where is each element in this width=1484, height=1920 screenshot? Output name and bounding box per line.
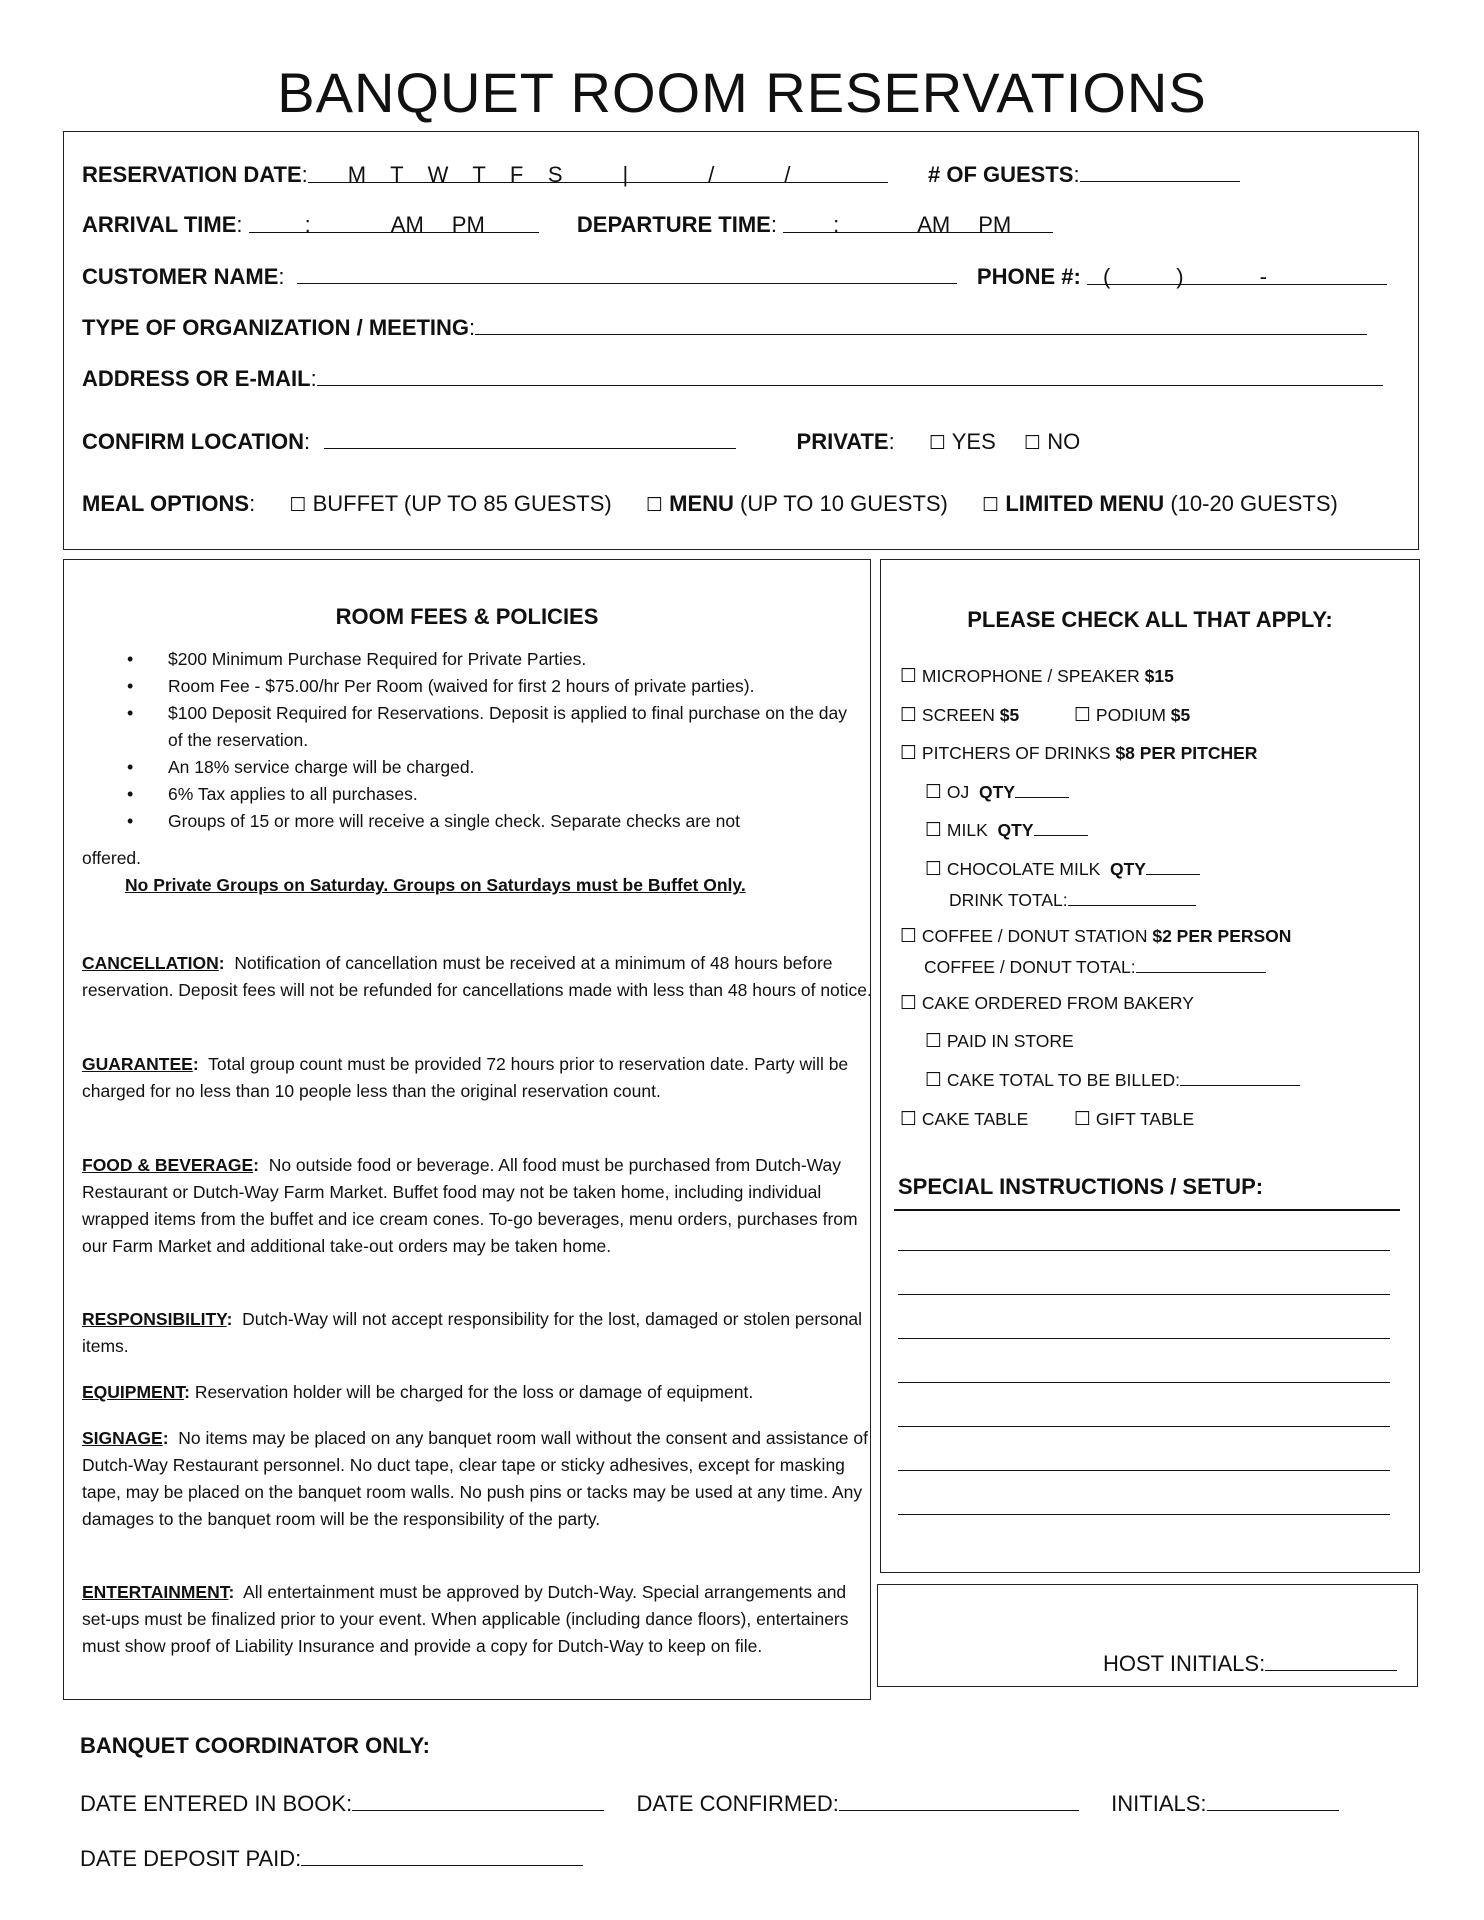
policy-cancellation: CANCELLATION: Notification of cancellation must be received at a minimum of 48 hours before reservation. Deposit fees will not be refunded for cancellations made with less than 48 hours of notice. bbox=[82, 953, 872, 1000]
address-field[interactable] bbox=[317, 363, 1383, 386]
checkbox[interactable]: ☐ bbox=[1074, 1108, 1092, 1130]
instruction-line[interactable] bbox=[898, 1382, 1390, 1383]
policy-text: Total group count must be provided 72 hours prior to reservation date. Party will be charged for no less than 10 people less than the original reservation count. bbox=[82, 1054, 849, 1101]
private-label: PRIVATE bbox=[796, 429, 889, 454]
instruction-line[interactable] bbox=[898, 1338, 1390, 1339]
option-label: MILK bbox=[946, 820, 988, 840]
fee-offered: offered. bbox=[82, 848, 142, 868]
option-price: $2 PER PERSON bbox=[1152, 926, 1292, 946]
option-label: PODIUM bbox=[1095, 705, 1166, 725]
policy-text: Dutch-Way will not accept responsibility for the lost, damaged or stolen personal items. bbox=[82, 1309, 863, 1356]
reservation-date-label: RESERVATION DATE bbox=[82, 162, 302, 187]
option-label: PAID IN STORE bbox=[946, 1031, 1074, 1051]
arrival-am: AM bbox=[390, 212, 424, 237]
menu-detail: (UP TO 10 GUESTS) bbox=[740, 491, 948, 516]
guests-label: # OF GUESTS bbox=[928, 162, 1074, 187]
option-label: PITCHERS OF DRINKS bbox=[921, 743, 1111, 763]
organization-row bbox=[82, 312, 1367, 343]
fee-item: • An 18% service charge will be charged. bbox=[82, 754, 862, 781]
options-title: PLEASE CHECK ALL THAT APPLY: bbox=[967, 607, 1333, 632]
date-slash-1: / bbox=[708, 162, 715, 187]
checkbox[interactable]: ☐ bbox=[900, 704, 918, 726]
policy-guarantee: GUARANTEE: Total group count must be provided 72 hours prior to reservation date. Party will be charged for no less than 10 people less than the original reservation count. bbox=[82, 1054, 849, 1101]
initials-label: INITIALS: bbox=[1111, 1791, 1207, 1816]
customer-name-label: CUSTOMER NAME bbox=[82, 264, 279, 289]
organization-field[interactable] bbox=[475, 312, 1367, 335]
qty-label: QTY bbox=[979, 782, 1016, 802]
opt-coffee[interactable] bbox=[900, 924, 1291, 948]
choc-milk-qty-field[interactable] bbox=[1146, 858, 1200, 875]
instruction-line[interactable] bbox=[898, 1294, 1390, 1295]
policy-text: No items may be placed on any banquet room wall without the consent and assistance of Dutch-Way Restaurant personnel. No duct tape, clear tape or sticky adhesives, except for masking tape, may be placed on the banquet room walls. No push pins or tacks may be used at any time. Any damages to the banquet room will be the responsibility of the party. bbox=[82, 1428, 868, 1529]
option-label: MICROPHONE / SPEAKER bbox=[921, 666, 1140, 686]
colon: : bbox=[304, 429, 311, 454]
option-price: $15 bbox=[1144, 666, 1174, 686]
phone-paren-open: ( bbox=[1102, 264, 1111, 289]
reservation-date-row bbox=[82, 159, 1240, 190]
fee-item: • Groups of 15 or more will receive a single check. Separate checks are not bbox=[82, 808, 862, 835]
qty-label: QTY bbox=[997, 820, 1034, 840]
coordinator-row-1 bbox=[80, 1788, 1339, 1817]
private-yes-checkbox[interactable]: ☐ bbox=[928, 432, 947, 454]
initials-field[interactable] bbox=[1207, 1788, 1339, 1811]
policy-text: No outside food or beverage. All food must be purchased from Dutch-Way Restaurant or Dutch-Way Farm Market. Buffet food may not be taken home, including individual wrapped items from the buffet and ice cream cones. To-go beverages, menu orders, purchases from our Farm Market and additional take-out orders may be taken home. bbox=[82, 1155, 858, 1256]
opt-cake-table[interactable] bbox=[900, 1107, 1028, 1131]
departure-pm: PM bbox=[978, 212, 1012, 237]
drink-total-label: DRINK TOTAL: bbox=[949, 890, 1068, 910]
time-colon: : bbox=[833, 212, 840, 237]
phone-dash: - bbox=[1259, 264, 1267, 289]
option-label: CAKE TABLE bbox=[921, 1109, 1029, 1129]
limited-menu-label: LIMITED MENU bbox=[1005, 491, 1165, 516]
weekday-letters: M T W T F S bbox=[347, 162, 563, 187]
address-row bbox=[82, 363, 1383, 394]
coffee-total-label: COFFEE / DONUT TOTAL: bbox=[924, 957, 1136, 977]
option-price: $5 bbox=[999, 705, 1020, 725]
page-title: BANQUET ROOM RESERVATIONS bbox=[277, 61, 1207, 124]
instruction-line[interactable] bbox=[898, 1250, 1390, 1251]
checkbox[interactable]: ☐ bbox=[925, 819, 943, 841]
policy-heading: CANCELLATION bbox=[82, 953, 219, 973]
checkbox[interactable]: ☐ bbox=[1074, 704, 1092, 726]
drink-total-field[interactable] bbox=[1068, 889, 1196, 906]
policy-heading: RESPONSIBILITY bbox=[82, 1309, 227, 1329]
date-entered-label: DATE ENTERED IN BOOK: bbox=[80, 1791, 353, 1816]
policy-food-beverage: FOOD & BEVERAGE: No outside food or beverage. All food must be purchased from Dutch-Way Restaurant or Dutch-Way Farm Market. Buffet food may not be taken home, including individual wrapped items from the buffet and ice cream cones. To-go beverages, menu orders, purchases from our Farm Market and additional take-out orders may be taken home. bbox=[82, 1155, 858, 1256]
checkbox[interactable]: ☐ bbox=[925, 1030, 943, 1052]
policy-signage: SIGNAGE: No items may be placed on any banquet room wall without the consent and assistance of Dutch-Way Restaurant personnel. No duct tape, clear tape or sticky adhesives, except for masking tape, may be placed on the banquet room walls. No push pins or tacks may be used at any time. Any damages to the banquet room will be the responsibility of the party. bbox=[82, 1428, 868, 1529]
customer-row bbox=[82, 261, 1387, 292]
date-deposit-label: DATE DEPOSIT PAID: bbox=[80, 1846, 302, 1871]
special-instructions-title: SPECIAL INSTRUCTIONS / SETUP: bbox=[898, 1174, 1264, 1199]
guests-field[interactable] bbox=[1080, 159, 1240, 182]
option-label: OJ bbox=[946, 782, 970, 802]
opt-chocolate-milk[interactable] bbox=[925, 857, 1200, 881]
instruction-line[interactable] bbox=[898, 1514, 1390, 1515]
policy-heading: ENTERTAINMENT bbox=[82, 1582, 229, 1602]
drink-total bbox=[949, 888, 1196, 912]
meal-options-row bbox=[82, 489, 1338, 520]
colon: : bbox=[301, 162, 308, 187]
opt-pitchers[interactable] bbox=[900, 741, 1257, 765]
customer-name-field[interactable] bbox=[297, 261, 957, 284]
coordinator-title: BANQUET COORDINATOR ONLY: bbox=[80, 1733, 430, 1758]
fee-item: • $100 Deposit Required for Reservations. Deposit is applied to final purchase on the day of the reservation. bbox=[82, 700, 862, 754]
option-label: GIFT TABLE bbox=[1095, 1109, 1195, 1129]
instruction-line[interactable] bbox=[898, 1470, 1390, 1471]
limited-menu-checkbox[interactable]: ☐ bbox=[982, 494, 1000, 516]
arrival-time-field[interactable] bbox=[249, 210, 539, 237]
date-slash-2: / bbox=[784, 162, 791, 187]
checkbox[interactable]: ☐ bbox=[925, 1069, 943, 1091]
address-label: ADDRESS OR E-MAIL bbox=[82, 366, 311, 391]
policy-text: Reservation holder will be charged for the loss or damage of equipment. bbox=[194, 1382, 754, 1402]
policy-text: Notification of cancellation must be received at a minimum of 48 hours before reservation. Deposit fees will not be refunded for cancellations made with less than 48 hours of notice. bbox=[82, 953, 872, 1000]
option-label: SCREEN bbox=[921, 705, 995, 725]
departure-time-label: DEPARTURE TIME bbox=[576, 212, 771, 237]
checkbox[interactable]: ☐ bbox=[925, 781, 943, 803]
oj-qty-field[interactable] bbox=[1015, 781, 1069, 798]
checkbox[interactable]: ☐ bbox=[900, 1108, 918, 1130]
departure-am: AM bbox=[917, 212, 951, 237]
date-deposit-field[interactable] bbox=[301, 1843, 583, 1866]
opt-cake[interactable] bbox=[900, 991, 1194, 1015]
date-confirmed-label: DATE CONFIRMED: bbox=[636, 1791, 839, 1816]
phone-label: PHONE #: bbox=[976, 264, 1081, 289]
checkbox[interactable]: ☐ bbox=[925, 858, 943, 880]
option-price: $8 PER PITCHER bbox=[1115, 743, 1258, 763]
phone-paren-close: ) bbox=[1176, 264, 1184, 289]
opt-milk[interactable] bbox=[925, 818, 1088, 842]
milk-qty-field[interactable] bbox=[1034, 819, 1088, 836]
fee-item: • Room Fee - $75.00/hr Per Room (waived for first 2 hours of private parties). bbox=[82, 673, 862, 700]
date-separator: | bbox=[622, 162, 629, 187]
reservation-date-field[interactable] bbox=[308, 160, 888, 187]
special-instructions-rule bbox=[894, 1209, 1400, 1211]
instruction-line[interactable] bbox=[898, 1426, 1390, 1427]
opt-paid-in-store[interactable] bbox=[925, 1029, 1074, 1053]
fee-item: • 6% Tax applies to all purchases. bbox=[82, 781, 862, 808]
saturday-note: No Private Groups on Saturday. Groups on Saturdays must be Buffet Only. bbox=[125, 875, 746, 895]
checkbox[interactable]: ☐ bbox=[900, 665, 918, 687]
policy-text: All entertainment must be approved by Dutch-Way. Special arrangements and set-ups must be finalized prior to your event. When applicable (including dance floors), entertainers must show proof of Liability Insurance and provide a copy for Dutch-Way to keep on file. bbox=[82, 1582, 849, 1656]
colon: : bbox=[249, 491, 256, 516]
opt-cake-total[interactable] bbox=[925, 1068, 1300, 1092]
coordinator-row-2 bbox=[80, 1843, 583, 1872]
colon: : bbox=[1073, 162, 1080, 187]
colon: : bbox=[236, 212, 243, 237]
option-label: COFFEE / DONUT STATION bbox=[921, 926, 1148, 946]
checkbox[interactable]: ☐ bbox=[900, 992, 918, 1014]
opt-oj[interactable] bbox=[925, 780, 1069, 804]
host-initials bbox=[1103, 1648, 1397, 1677]
confirm-location-field[interactable] bbox=[324, 426, 736, 449]
confirm-location-label: CONFIRM LOCATION bbox=[82, 429, 305, 454]
date-entered-field[interactable] bbox=[352, 1788, 604, 1811]
private-no-label: NO bbox=[1047, 429, 1081, 454]
private-yes-label: YES bbox=[951, 429, 996, 454]
checkbox[interactable]: ☐ bbox=[900, 742, 918, 764]
confirm-row bbox=[82, 426, 1080, 458]
menu-checkbox[interactable]: ☐ bbox=[645, 494, 664, 516]
policy-heading: EQUIPMENT bbox=[82, 1382, 185, 1402]
buffet-label: BUFFET (UP TO 85 GUESTS) bbox=[312, 491, 612, 516]
qty-label: QTY bbox=[1109, 859, 1146, 879]
colon: : bbox=[469, 315, 476, 340]
policy-heading: GUARANTEE bbox=[82, 1054, 193, 1074]
limited-menu-detail: (10-20 GUESTS) bbox=[1170, 491, 1338, 516]
option-label: CAKE TOTAL TO BE BILLED: bbox=[946, 1070, 1181, 1090]
opt-microphone[interactable] bbox=[900, 664, 1174, 688]
cake-total-field[interactable] bbox=[1180, 1069, 1300, 1086]
policy-responsibility: RESPONSIBILITY: Dutch-Way will not accept responsibility for the lost, damaged or stolen personal items. bbox=[82, 1309, 863, 1356]
colon: : bbox=[278, 264, 285, 289]
policy-equipment: EQUIPMENT: Reservation holder will be charged for the loss or damage of equipment. bbox=[82, 1382, 754, 1402]
meal-options-label: MEAL OPTIONS bbox=[82, 491, 250, 516]
colon: : bbox=[770, 212, 777, 237]
colon: : bbox=[888, 429, 895, 454]
time-row bbox=[82, 210, 1053, 240]
fees-list bbox=[82, 646, 862, 835]
arrival-pm: PM bbox=[451, 212, 485, 237]
option-price: $5 bbox=[1170, 705, 1191, 725]
opt-gift-table[interactable] bbox=[1074, 1107, 1194, 1131]
policy-entertainment: ENTERTAINMENT: All entertainment must be approved by Dutch-Way. Special arrangements and set-ups must be finalized prior to your event. When applicable (including dance floors), entertainers must show proof of Liability Insurance and provide a copy for Dutch-Way to keep on file. bbox=[82, 1582, 849, 1656]
departure-time-field[interactable] bbox=[783, 210, 1053, 237]
coffee-total bbox=[924, 955, 1266, 979]
private-no-checkbox[interactable]: ☐ bbox=[1024, 432, 1042, 454]
colon: : bbox=[310, 366, 317, 391]
opt-screen[interactable] bbox=[900, 703, 1019, 727]
host-initials-label: HOST INITIALS: bbox=[1103, 1651, 1266, 1676]
menu-label: MENU bbox=[669, 491, 734, 516]
fees-title: ROOM FEES & POLICIES bbox=[335, 604, 599, 629]
phone-field[interactable] bbox=[1087, 262, 1387, 289]
arrival-time-label: ARRIVAL TIME bbox=[82, 212, 237, 237]
opt-podium[interactable] bbox=[1074, 703, 1190, 727]
option-label: CAKE ORDERED FROM BAKERY bbox=[921, 993, 1194, 1013]
policy-heading: SIGNAGE bbox=[82, 1428, 163, 1448]
buffet-checkbox[interactable]: ☐ bbox=[289, 494, 307, 516]
coffee-total-field[interactable] bbox=[1136, 956, 1266, 973]
fee-item: • $200 Minimum Purchase Required for Private Parties. bbox=[82, 646, 862, 673]
checkbox[interactable]: ☐ bbox=[900, 925, 918, 947]
date-confirmed-field[interactable] bbox=[839, 1788, 1079, 1811]
host-initials-field[interactable] bbox=[1265, 1648, 1397, 1671]
organization-label: TYPE OF ORGANIZATION / MEETING bbox=[82, 315, 470, 340]
policy-heading: FOOD & BEVERAGE bbox=[82, 1155, 254, 1175]
option-label: CHOCOLATE MILK bbox=[946, 859, 1101, 879]
time-colon: : bbox=[304, 212, 311, 237]
